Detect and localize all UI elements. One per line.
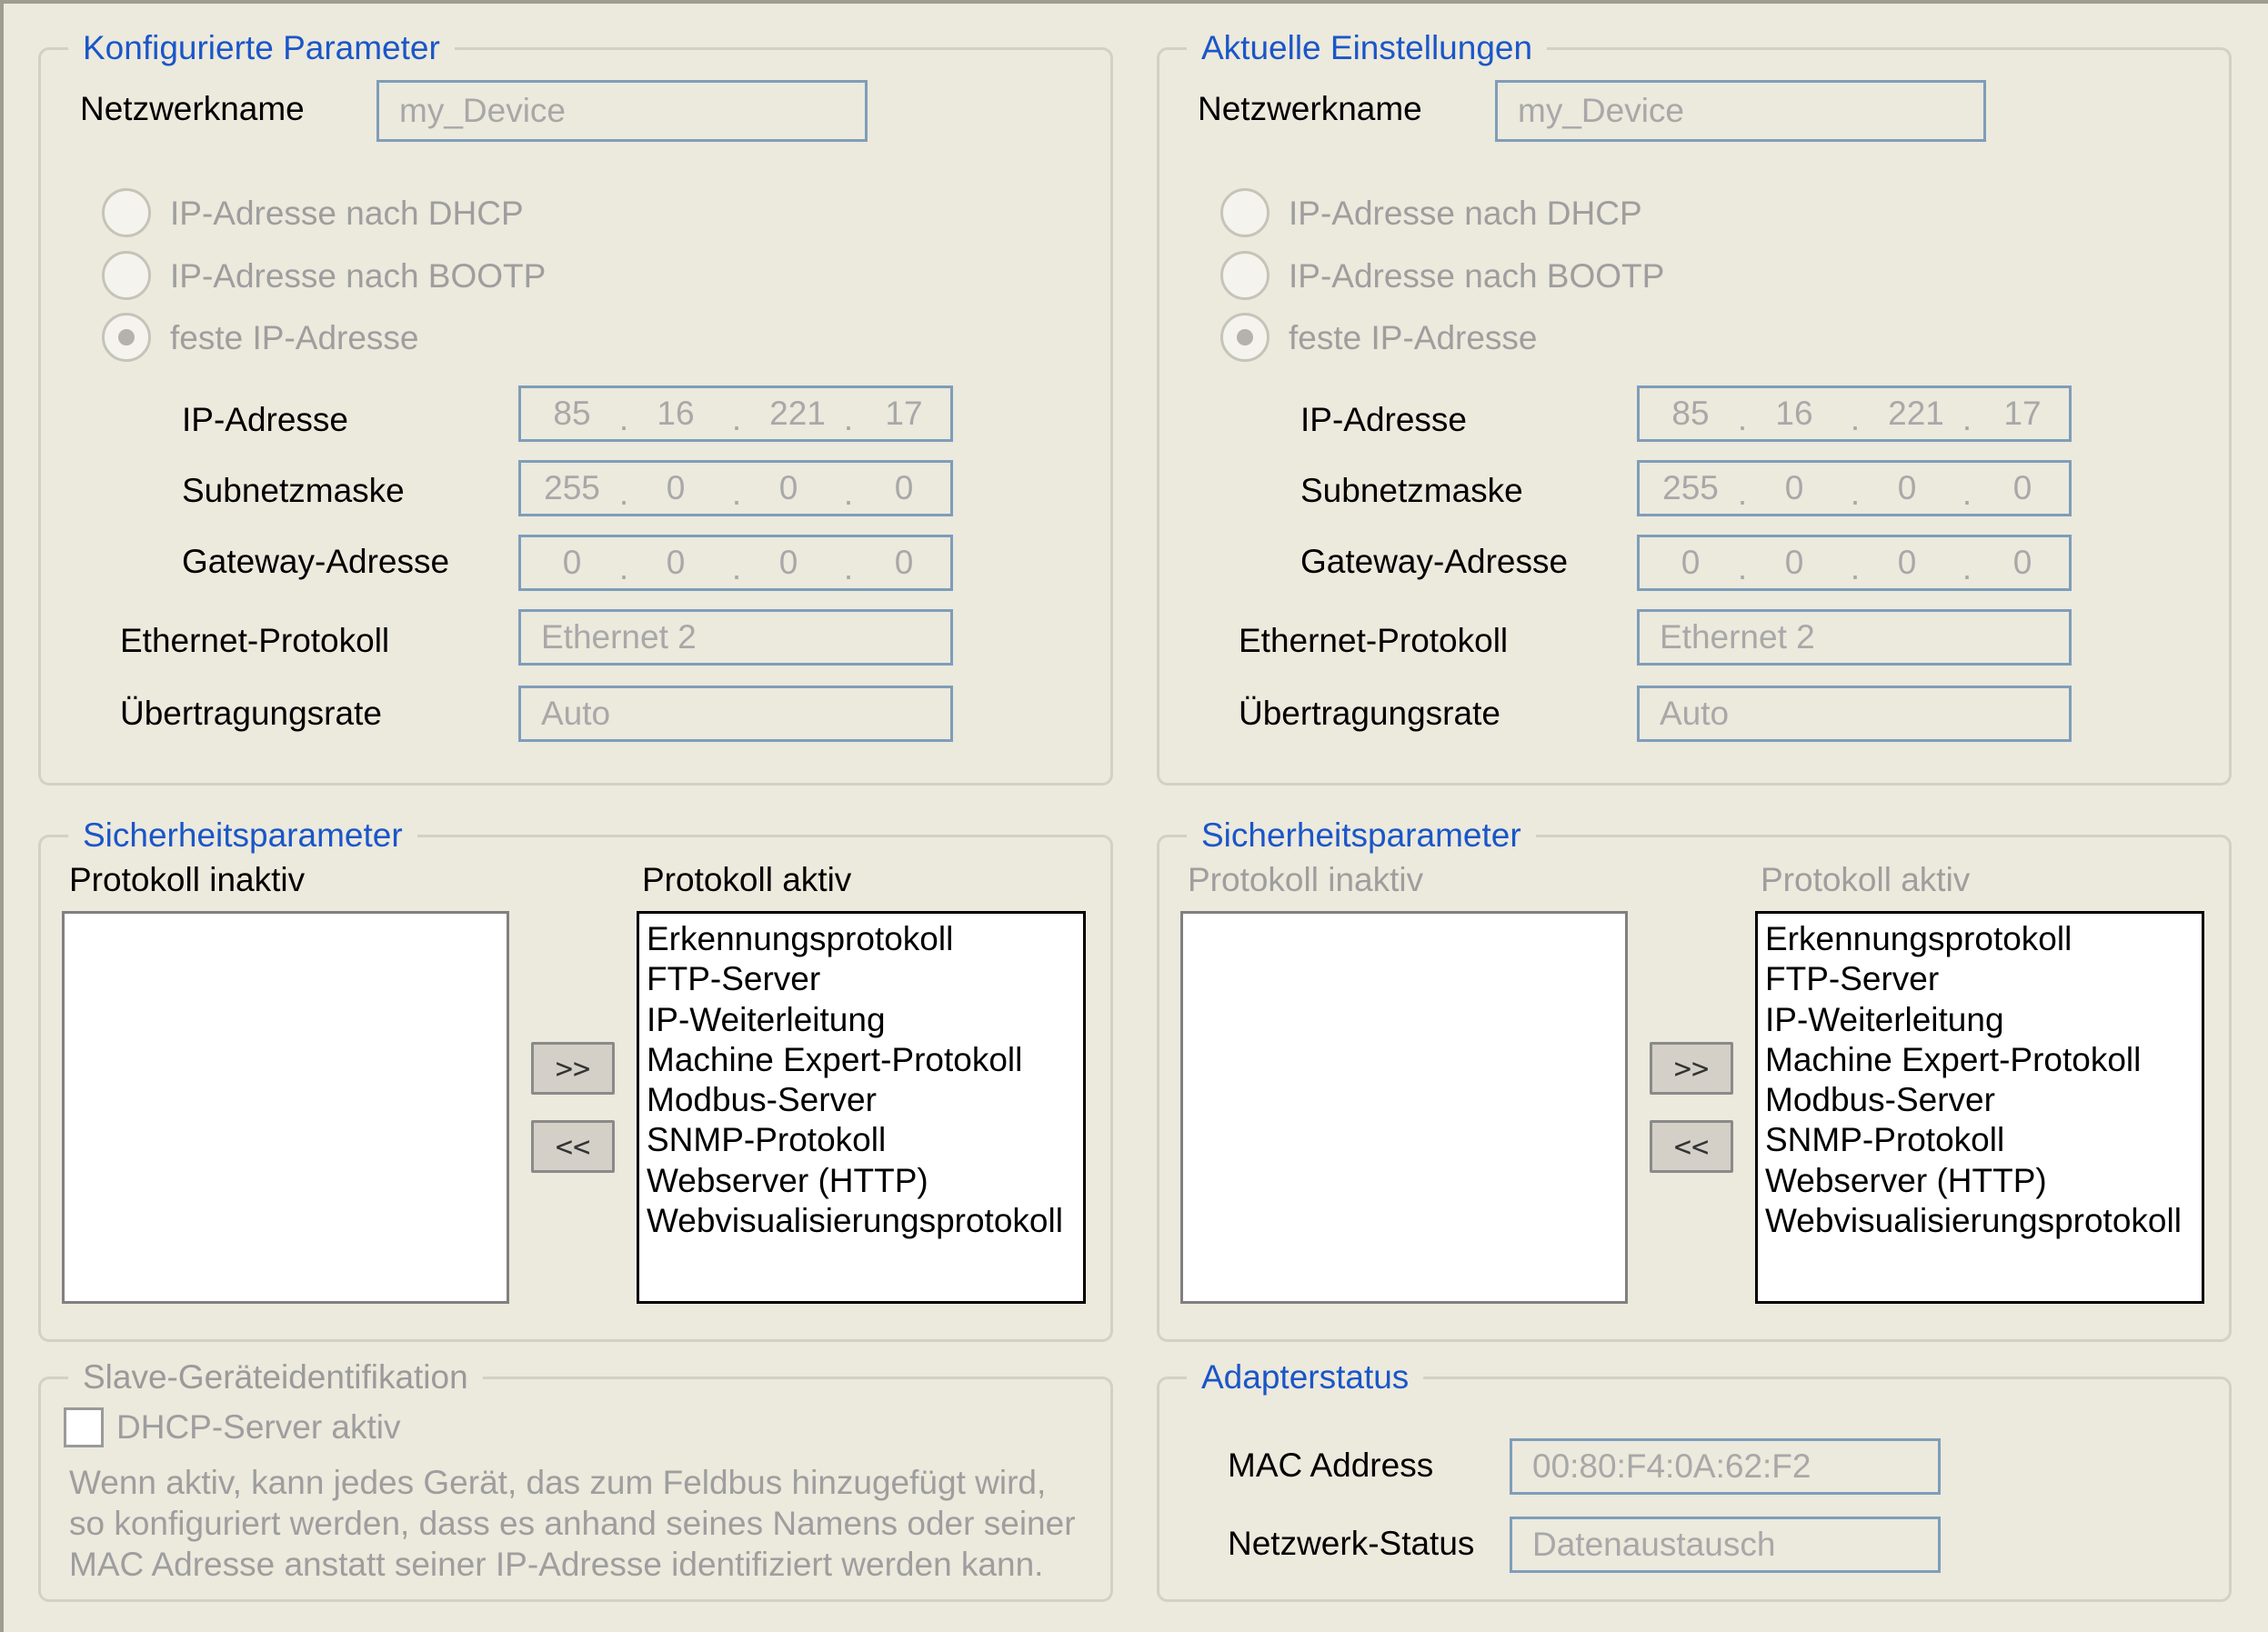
list-item[interactable]: Webserver (HTTP) bbox=[647, 1161, 928, 1199]
list-item: Erkennungsprotokoll bbox=[1765, 920, 2072, 957]
list-item[interactable]: SNMP-Protokoll bbox=[647, 1121, 887, 1159]
network-status-field: Datenaustausch bbox=[1510, 1517, 1941, 1573]
ip-dot: . bbox=[1850, 474, 1861, 512]
slave-description-line-1: Wenn aktiv, kann jedes Gerät, das zum Feldbus hinzugefügt wird, bbox=[69, 1464, 1047, 1501]
list-item[interactable]: Webvisualisierungsprotokoll bbox=[647, 1202, 1063, 1240]
ip-dot: . bbox=[1850, 548, 1861, 586]
current-radio-bootp bbox=[1220, 251, 1269, 300]
gateway-octet-3: 0 bbox=[1897, 544, 1917, 581]
network-name-label: Netzwerkname bbox=[80, 90, 305, 127]
list-item[interactable]: Erkennungsprotokoll bbox=[647, 920, 954, 957]
radio-dhcp[interactable] bbox=[102, 188, 151, 237]
ip-octet-2: 16 bbox=[1775, 395, 1813, 432]
gateway-label: Gateway-Adresse bbox=[182, 543, 450, 580]
radio-bootp-label: IP-Adresse nach BOOTP bbox=[170, 257, 547, 295]
ip-dot: . bbox=[618, 399, 629, 437]
current-settings-legend: Aktuelle Einstellungen bbox=[1187, 28, 1547, 68]
current-subnet-mask-label: Subnetzmaske bbox=[1300, 472, 1523, 509]
current-remove-protocol-button: << bbox=[1650, 1120, 1733, 1173]
ip-dot: . bbox=[731, 474, 742, 512]
security-parameters-legend: Sicherheitsparameter bbox=[68, 816, 417, 856]
current-gateway-field bbox=[1637, 535, 2072, 591]
list-item: Webvisualisierungsprotokoll bbox=[1765, 1202, 2182, 1240]
ethernet-protocol-label: Ethernet-Protokoll bbox=[120, 622, 390, 659]
ip-dot: . bbox=[1737, 474, 1748, 512]
protocol-active-list[interactable] bbox=[637, 911, 1086, 1304]
current-radio-dhcp bbox=[1220, 188, 1269, 237]
current-protocol-inactive-list bbox=[1180, 911, 1628, 1304]
mac-address-field: 00:80:F4:0A:62:F2 bbox=[1510, 1438, 1941, 1495]
subnet-octet-4: 0 bbox=[2012, 469, 2032, 506]
ip-octet-3: 221 bbox=[1888, 395, 1944, 432]
radio-fixed-ip[interactable] bbox=[102, 313, 151, 362]
ip-dot: . bbox=[1850, 399, 1861, 437]
ip-octet-4: 17 bbox=[2003, 395, 2042, 432]
current-ip-address-label: IP-Adresse bbox=[1300, 401, 1468, 438]
subnet-octet-3: 0 bbox=[778, 469, 798, 506]
radio-bootp[interactable] bbox=[102, 251, 151, 300]
network-status-label: Netzwerk-Status bbox=[1228, 1525, 1475, 1562]
slave-description-line-2: so konfiguriert werden, dass es anhand seines Namens oder seiner bbox=[69, 1505, 1076, 1542]
ip-dot: . bbox=[843, 474, 854, 512]
ip-address-label: IP-Adresse bbox=[182, 401, 349, 438]
transfer-rate-field[interactable]: Auto bbox=[518, 686, 953, 742]
current-security-parameters-legend: Sicherheitsparameter bbox=[1187, 816, 1536, 856]
ip-octet-1: 85 bbox=[553, 395, 591, 432]
ip-dot: . bbox=[1962, 548, 1972, 586]
current-radio-fixed-ip bbox=[1220, 313, 1269, 362]
subnet-octet-3: 0 bbox=[1897, 469, 1917, 506]
ip-dot: . bbox=[843, 399, 854, 437]
current-transfer-rate-field: Auto bbox=[1637, 686, 2072, 742]
current-ethernet-protocol-field: Ethernet 2 bbox=[1637, 609, 2072, 666]
list-item[interactable]: IP-Weiterleitung bbox=[647, 1000, 886, 1038]
slave-device-identification-legend: Slave-Geräteidentifikation bbox=[68, 1357, 483, 1397]
list-item[interactable]: Machine Expert-Protokoll bbox=[647, 1040, 1023, 1078]
gateway-octet-4: 0 bbox=[2012, 544, 2032, 581]
subnet-octet-2: 0 bbox=[666, 469, 686, 506]
current-gateway-label: Gateway-Adresse bbox=[1300, 543, 1569, 580]
gateway-octet-2: 0 bbox=[666, 544, 686, 581]
ip-dot: . bbox=[1737, 399, 1748, 437]
subnet-mask-field[interactable] bbox=[518, 460, 953, 516]
gateway-octet-3: 0 bbox=[778, 544, 798, 581]
subnet-octet-4: 0 bbox=[894, 469, 914, 506]
current-ip-address-field bbox=[1637, 385, 2072, 442]
ip-dot: . bbox=[618, 474, 629, 512]
gateway-octet-1: 0 bbox=[1681, 544, 1701, 581]
ip-dot: . bbox=[1737, 548, 1748, 586]
ip-dot: . bbox=[1962, 474, 1972, 512]
list-item[interactable]: FTP-Server bbox=[647, 960, 821, 998]
radio-dhcp-label: IP-Adresse nach DHCP bbox=[170, 195, 524, 232]
subnet-mask-label: Subnetzmaske bbox=[182, 472, 405, 509]
adapter-status-legend: Adapterstatus bbox=[1187, 1357, 1423, 1397]
list-item: FTP-Server bbox=[1765, 960, 1940, 998]
current-radio-dhcp-label: IP-Adresse nach DHCP bbox=[1289, 195, 1642, 232]
list-item[interactable]: Modbus-Server bbox=[647, 1081, 877, 1119]
current-protocol-active-list bbox=[1755, 911, 2204, 1304]
list-item: Modbus-Server bbox=[1765, 1081, 1995, 1119]
dhcp-server-label: DHCP-Server aktiv bbox=[116, 1408, 401, 1446]
subnet-octet-1: 255 bbox=[544, 469, 600, 506]
subnet-octet-2: 0 bbox=[1784, 469, 1804, 506]
ip-octet-3: 221 bbox=[769, 395, 826, 432]
list-item: SNMP-Protokoll bbox=[1765, 1121, 2005, 1159]
network-name-field[interactable]: my_Device bbox=[376, 80, 868, 142]
ip-dot: . bbox=[618, 548, 629, 586]
ip-octet-1: 85 bbox=[1671, 395, 1710, 432]
ip-octet-2: 16 bbox=[657, 395, 695, 432]
remove-protocol-button[interactable]: << bbox=[531, 1120, 615, 1173]
subnet-octet-1: 255 bbox=[1662, 469, 1719, 506]
list-item: Webserver (HTTP) bbox=[1765, 1161, 2047, 1199]
protocol-active-label: Protokoll aktiv bbox=[642, 861, 852, 898]
current-protocol-inactive-label: Protokoll inaktiv bbox=[1188, 861, 1424, 898]
dhcp-server-checkbox[interactable] bbox=[64, 1407, 104, 1447]
gateway-field[interactable] bbox=[518, 535, 953, 591]
current-transfer-rate-label: Übertragungsrate bbox=[1239, 695, 1500, 732]
slave-description-line-3: MAC Adresse anstatt seiner IP-Adresse identifiziert werden kann. bbox=[69, 1546, 1044, 1583]
configured-parameters-legend: Konfigurierte Parameter bbox=[68, 28, 455, 68]
current-add-protocol-button: >> bbox=[1650, 1042, 1733, 1095]
current-network-name-field: my_Device bbox=[1495, 80, 1986, 142]
ip-dot: . bbox=[1962, 399, 1972, 437]
mac-address-label: MAC Address bbox=[1228, 1447, 1434, 1484]
current-network-name-label: Netzwerkname bbox=[1198, 90, 1422, 127]
gateway-octet-1: 0 bbox=[562, 544, 582, 581]
current-protocol-active-label: Protokoll aktiv bbox=[1761, 861, 1971, 898]
current-radio-fixed-ip-label: feste IP-Adresse bbox=[1289, 319, 1538, 356]
ip-octet-4: 17 bbox=[885, 395, 923, 432]
list-item: IP-Weiterleitung bbox=[1765, 1000, 2004, 1038]
ip-dot: . bbox=[843, 548, 854, 586]
ip-dot: . bbox=[731, 548, 742, 586]
protocol-inactive-label: Protokoll inaktiv bbox=[69, 861, 306, 898]
add-protocol-button[interactable]: >> bbox=[531, 1042, 615, 1095]
radio-fixed-ip-label: feste IP-Adresse bbox=[170, 319, 419, 356]
gateway-octet-2: 0 bbox=[1784, 544, 1804, 581]
list-item: Machine Expert-Protokoll bbox=[1765, 1040, 2142, 1078]
transfer-rate-label: Übertragungsrate bbox=[120, 695, 382, 732]
current-subnet-mask-field bbox=[1637, 460, 2072, 516]
gateway-octet-4: 0 bbox=[894, 544, 914, 581]
current-ethernet-protocol-label: Ethernet-Protokoll bbox=[1239, 622, 1509, 659]
ip-address-field[interactable] bbox=[518, 385, 953, 442]
ethernet-protocol-field[interactable]: Ethernet 2 bbox=[518, 609, 953, 666]
protocol-inactive-list[interactable] bbox=[62, 911, 509, 1304]
current-radio-bootp-label: IP-Adresse nach BOOTP bbox=[1289, 257, 1665, 295]
ip-dot: . bbox=[731, 399, 742, 437]
